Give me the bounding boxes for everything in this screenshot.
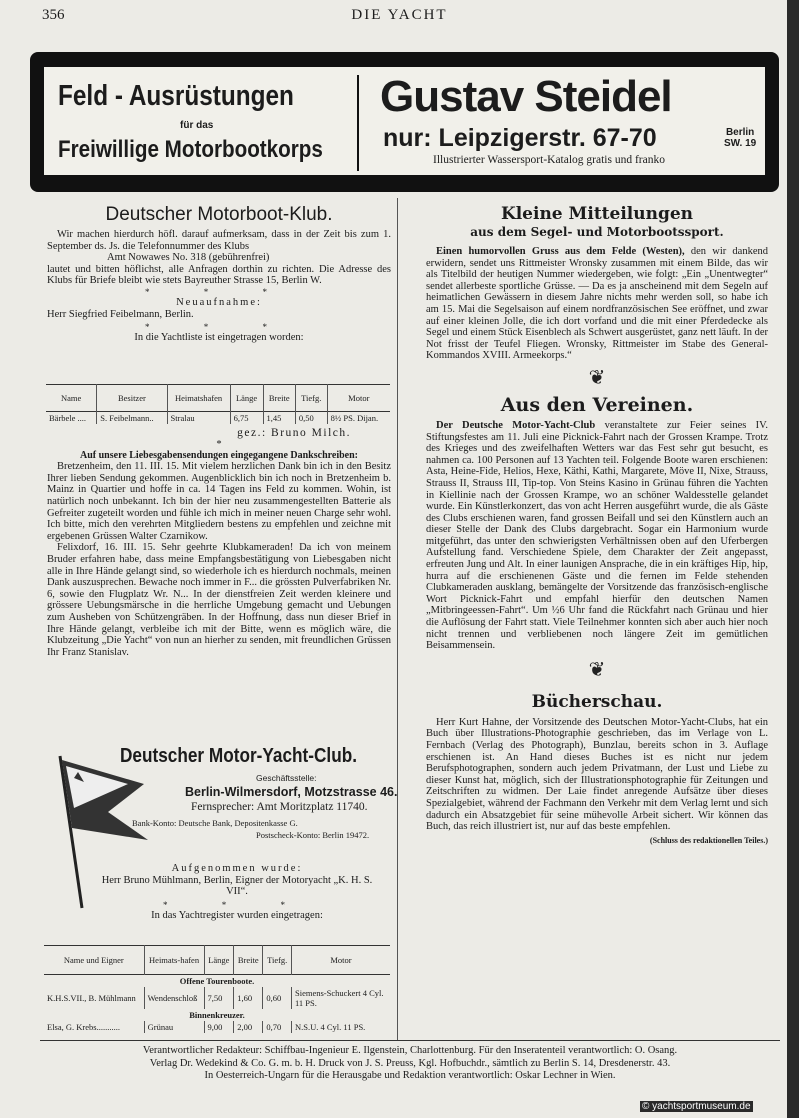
dmk-title: Deutscher Motorboot-Klub.: [105, 204, 333, 225]
imprint-line-2: Verlag Dr. Wedekind & Co. G. m. b. H. Druck von J. S. Preuss, Kgl. Hofbuchdr., sämtlich zu Berlin S. 14, Dresdenerstr. 43.: [149, 1057, 671, 1069]
yacht-register-table: [44, 945, 390, 1033]
col-heimatshafen: Heimatshafen: [167, 385, 230, 412]
cell: 0,50: [295, 412, 327, 425]
imprint-line-3: In Oesterreich-Ungarn für die Herausgabe und Redaktion verantwortlich: Oskar Lechner in Wien.: [204, 1070, 616, 1081]
imprint-line-1: Verantwortlicher Redakteur: Schiffbau-Ingenieur E. Ilgenstein, Charlottenburg. Für den Inseratenteil verantwortlich: O. Osang.: [142, 1045, 678, 1056]
col-breite: Breite: [234, 946, 263, 975]
neuaufnahme-heading: Neuaufnahme:: [176, 296, 262, 308]
cell: 7,50: [204, 987, 234, 1009]
yacht-list-table: [46, 384, 390, 424]
cell: Stralau: [167, 412, 230, 425]
col-name-eigner: Name und Eigner: [63, 955, 124, 965]
col-tiefg: Tiefg.: [263, 946, 292, 975]
dmyc-bank: Bank-Konto: Deutsche Bank, Depositenkasse G.: [132, 818, 298, 828]
ad-fuer-das: für das: [180, 120, 214, 131]
cell: 0,70: [263, 1021, 292, 1033]
dmk-paragraph-2: lautet und bitten höflichst, alle Anfragen dorthin zu richten. Die Adresse des Klubs für Briefe bleibt wie stets Bayreuther Strasse 15, Berlin W.: [47, 263, 391, 287]
yachtregister-intro: In das Yachtregister wurden eingetragen:: [151, 909, 323, 921]
cell: 1,45: [263, 412, 295, 425]
dmyc-phone: Fernsprecher: Amt Moritzplatz 11740.: [191, 801, 368, 813]
cell: 8½ PS. Dijan.: [327, 412, 390, 425]
star-single: *: [216, 438, 222, 450]
cell: S. Feibelmann..: [97, 412, 167, 425]
section-binnenkreuzer: Binnenkreuzer.: [189, 1010, 245, 1020]
col-breite: Breite: [263, 385, 295, 412]
km-title: Kleine Mitteilungen: [500, 204, 694, 224]
col-besitzer: Besitzer: [97, 385, 167, 412]
aufgenommen-block: [92, 863, 382, 921]
signature: gez.: Bruno Milch.: [237, 427, 351, 439]
stars-divider: * * *: [145, 286, 293, 297]
liebesgaben-heading: Auf unsere Liebesgabensendungen eingegangene Dankschreiben:: [80, 449, 358, 461]
dmyc-title: Deutscher Motor-Yacht-Club.: [120, 745, 357, 767]
watermark: © yachtsportmuseum.de: [642, 1101, 751, 1112]
cell: Bärbele ....: [49, 413, 87, 423]
right-column: [426, 204, 768, 846]
footer-rule: [40, 1040, 780, 1041]
cell: 9,00: [204, 1021, 234, 1033]
ad-company: Gustav Steidel: [380, 72, 672, 121]
ad-city-line1: Berlin: [725, 127, 755, 138]
dmk-paragraph-1: Wir machen hierdurch höfl. darauf aufmerksam, dass in der Zeit bis zum 1. September ds. Js. die Telefonnummer des Klubs: [47, 229, 391, 252]
col-tiefg: Tiefg.: [295, 385, 327, 412]
km-paragraph: den wir dankend erwidern, sendet uns Rittmeister Wronsky zusammen mit einem Bilde, das wir als Titelbild der heutigen Nummer wiedergeben, wie folgt: „Ein „Unentwegter“ sendet allerbeste sportliche Grüsse. — Da es ja anscheinend mit dem Segeln auf heimatlichen Gewässern in diesem Jahre nichts mehr werden soll, so habe ich am 15. Mai die Segelsaison auf einem nordfranzösischen See eröffnet, und zwar auf einer kleinen Jolle, die ich dort vorfand und die mit einer Pferdedecke als Segel und einem Stück Eisenblech als Schwert ausgerüstet, ganz nett läuft. In der Not frisst der Teufel Fliegen. Wronsky, Rittmeister im Stabe des General-Kommandos XVIII. Armeekorps.“: [426, 246, 769, 362]
aufgenommen-heading: Aufgenommen wurde:: [171, 863, 303, 874]
schluss-note: (Schluss des redaktionellen Teiles.): [649, 835, 768, 845]
table-header-row: [46, 385, 390, 412]
col-motor: Motor: [292, 946, 391, 975]
left-column-letters: [47, 428, 391, 658]
masthead: DIE YACHT: [351, 7, 448, 23]
cell: 0,60: [263, 987, 292, 1009]
ad-freiwillige: Freiwillige Motorbootkorps: [58, 136, 323, 163]
cell: 1,60: [234, 987, 263, 1009]
letter-felixdorf: Felixdorf, 16. III. 15. Sehr geehrte Klubkameraden! Da ich von meinem Bruder erfahren habe, dass meine Empfangsbestätigung von Liebesgaben nicht alle in Ihre Hände gelangt sind, so wiederhole ich es hierdurch nochmals, meinen Dank auszusprechen. Bewache noch immer in F... die grössten Pulverfabriken Nr. 6, sowie den Flugplatz Wr. N... In der dienstfreien Zeit werden kleinere und grössere Uebungsmärsche in die herrliche Umgebung gemacht und Uebungen zum Ausheben von Schützengräben. In der Hoffnung, dass nun dieser Brief in Ihre Hände gelangt, verbleibe ich mit der Bitte, wenn es möglich wäre, die Klubzeitung „Die Yacht“ von nun an hierher zu senden, mit freundlichen Grüssen Ihr Franz Stanislav.: [47, 542, 391, 658]
column-divider: [397, 198, 398, 1040]
stars-divider-3: * * *: [163, 899, 311, 910]
col-heimatshafen: Heimats-hafen: [144, 946, 204, 975]
section-offene-tourenboote: Offene Tourenboote.: [179, 976, 255, 986]
ad-city-line2: SW. 19: [724, 138, 757, 149]
stars-divider-2: * * *: [145, 322, 293, 333]
yachtliste-intro: In die Yachtliste ist eingetragen worden:: [134, 332, 304, 344]
page-number: 356: [42, 7, 65, 23]
ornament-divider: ❦: [588, 366, 606, 389]
ad-feld-ausruestungen: Feld - Ausrüstungen: [58, 80, 294, 112]
bs-paragraph: Herr Kurt Hahne, der Vorsitzende des Deutschen Motor-Yacht-Clubs, hat ein Buch über Illustrations-Photographie geschrieben, das im Verlage von L. Fernbach (Verlag des Photograph), Bunzlau, bereits schon in 3. Auflage erschienen ist. An Hand dieses Buches ist es nicht nur jedem Berufsphotographen, sondern auch jedem Privatmann, der Lust und Liebe zu dieser Kunst hat, möglich, sich der Illustrationsphotographie für Zeitungen und Zeitschriften zu widmen. Der Laie findet anregende Aufsätze über dieses Spezialgebiet, während der Fachmann den Verkehr mit dem Verlag lernt und sich dadurch ein Absatzgebiet für seine mühevolle Arbeit sichert. Wir können das Buch, das reich illustriert ist, nur auf das beste empfehlen.: [426, 716, 768, 833]
imprint-footer: [40, 1045, 780, 1083]
av-lead: Der Deutsche Motor-Yacht-Club: [436, 419, 596, 431]
col-laenge: Länge: [204, 946, 234, 975]
cell: Grünau: [144, 1021, 204, 1033]
table-row: [44, 987, 390, 1009]
dmyc-address: Berlin-Wilmersdorf, Motzstrasse 46.: [185, 785, 398, 799]
ornament-divider-2: ❦: [588, 658, 606, 681]
table-section-row: [44, 975, 390, 988]
dmyc-gs-label: Geschäftsstelle:: [256, 773, 317, 783]
table-header-row: [44, 946, 390, 975]
neuaufnahme-member: Herr Siegfried Feibelmann, Berlin.: [47, 308, 194, 320]
cell: N.S.U. 4 Cyl. 11 PS.: [292, 1021, 391, 1033]
col-name: Name: [60, 393, 82, 403]
table-section-row: [44, 1009, 390, 1021]
cell: Siemens-Schuckert 4 Cyl. 11 PS.: [292, 987, 391, 1009]
ad-catalog: Illustrierter Wassersport-Katalog gratis und franko: [433, 154, 665, 166]
col-laenge: Länge: [230, 385, 263, 412]
table-row: [46, 412, 390, 425]
col-motor: Motor: [327, 385, 390, 412]
km-lead: Einen humorvollen Gruss aus dem Felde (Westen),: [436, 246, 685, 257]
av-title: Aus den Vereinen.: [500, 393, 694, 416]
cell: Wendenschloß: [144, 987, 204, 1009]
letter-bretzenheim: Bretzenheim, den 11. III. 15. Mit vielem herzlichen Dank bin ich in den Besitz Ihrer lieben Sendung gekommen. Augenblicklich bin ich noch in Bretzenheim b. Mainz in Quartier und hoffe in ca. 14 Tagen ins Feld zu kommen. Wohin, ist natürlich noch unbekannt. Ich bin der hier neu zusammengestellten Batterie als Gefreiter zugeteilt worden und fühle ich mich in meiner neuen Charge sehr wohl. Ich bitte, mich den verehrten Mitgliedern bestens zu empfehlen und zeichne mit ergebenen Grüssen Walter Czarnikow.: [47, 461, 391, 542]
table-row: [44, 1021, 390, 1033]
cell: 2,00: [234, 1021, 263, 1033]
ad-address: nur: Leipzigerstr. 67-70: [383, 124, 657, 152]
av-paragraph: veranstaltete zur Feier seines IV. Stiftungsfestes am 11. Juli eine Picknick-Fahrt nach der Grossen Krampe. Trotz des Krieges und des zweifelhaften Wetters war das Fest sehr gut besucht, es nahmen ca. 100 Personen auf 13 Yachten teil. Folgende Boote waren erschienen: Asta, Heine-Fide, Helios, Hexe, Käthi, Kathi, Margarete, Möve II, Nixe, Strauss, Strauss II, Strauss III, Tip-top. Von Steins Kasino in Grünau führen die Yachten in Kiellinie nach der Grossen Krampe, wo an schöner Waldesstelle gelandet wurde. Ein Künstlerkonzert, das von acht Herren ausgeführt wurde, die als Gäste des Clubs erschienen waren, fand grossen Beifall und sei den Künstlern auch an dieser Stelle der Dank des Clubs dargebracht. Sogar ein Harmonium wurde mitgeführt, das unter den schwierigsten Verhältnissen oben auf den Uferbergen Aufstellung fand. Verschiedene Spiele, dem Charakter der Zeit angepasst, erfreuten Jung und Alt. In einer launigen Ansprache, die in ein kräftiges Hip, hip, hurra auf die erschienenen Gäste und die fernen im Felde stehenden Clubkameraden ausklang, bemängelte der Vorsitzende das französisch-englische Wort Picknick-Fahrt und empfahl hierfür den deutschen Namen „Mitbringeessen-Fahrt“. Um ½6 Uhr fand die Rückfahrt nach Grünau und hier die Auflösung der Fahrt statt. Viele Teilnehmer konnten sich aber auch hier noch nicht trennen und verbliebenen noch längere Zeit im gemütlichen Beisammensein.: [426, 419, 769, 652]
cell: 6,75: [230, 412, 263, 425]
ad-city: [724, 127, 756, 149]
cell: K.H.S.VII., B. Mühlmann: [47, 993, 136, 1003]
left-column-top: [47, 204, 391, 344]
cell: Elsa, G. Krebs...........: [47, 1022, 120, 1032]
bs-title: Bücherschau.: [531, 691, 663, 712]
scan-edge: [787, 0, 799, 1118]
km-subtitle: aus dem Segel- und Motorbootssport.: [470, 225, 724, 239]
ad-divider: [357, 75, 359, 171]
aufgenommen-text: Herr Bruno Mühlmann, Berlin, Eigner der Motoryacht „K. H. S. VII“.: [101, 874, 373, 898]
dmk-phone: Amt Nowawes No. 318 (gebührenfrei): [107, 252, 270, 264]
dmyc-post: Postscheck-Konto: Berlin 19472.: [256, 830, 370, 840]
